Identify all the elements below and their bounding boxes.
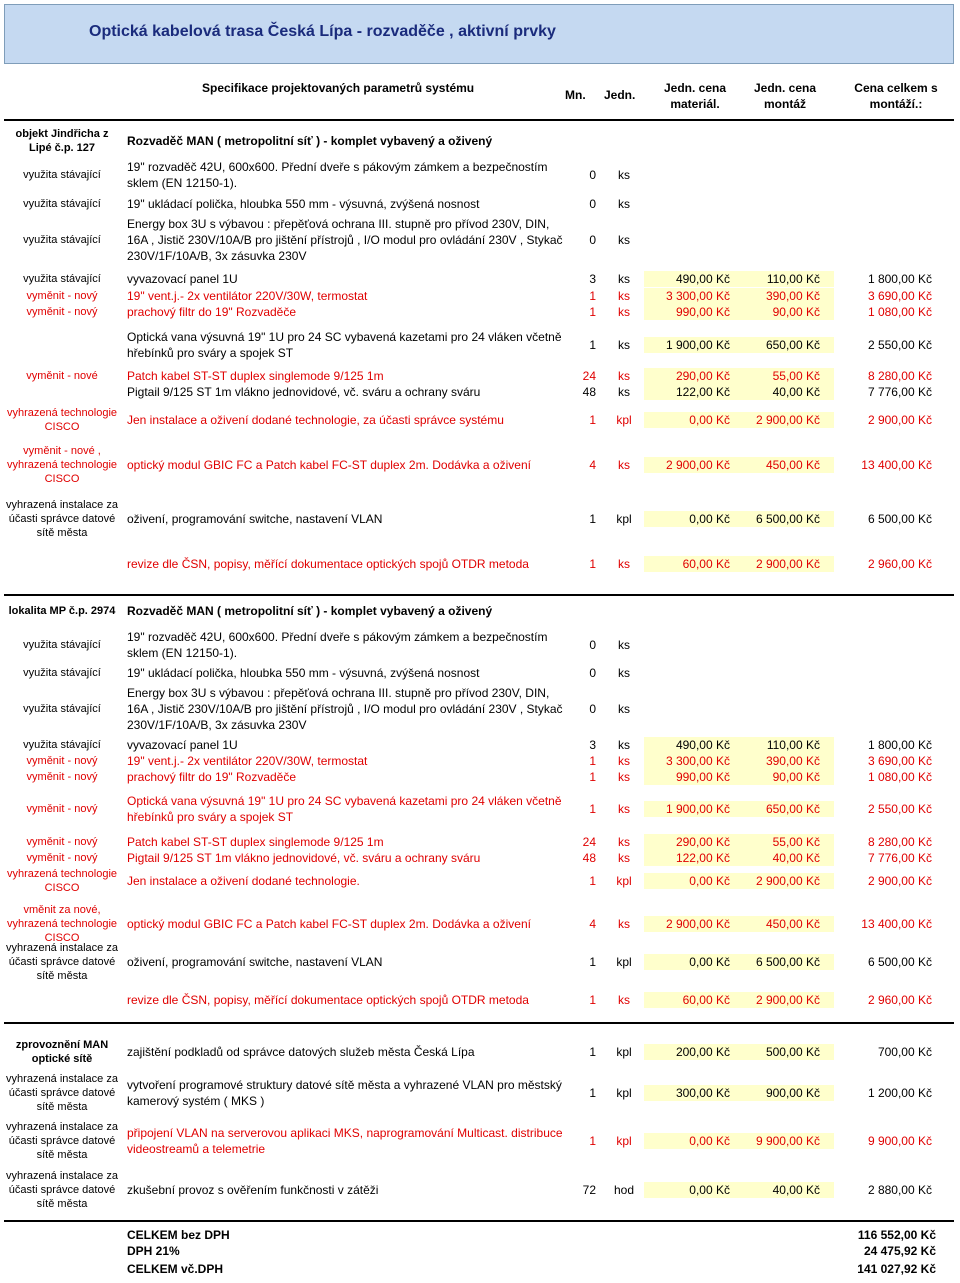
cell-mon: 900,00 Kč — [765, 1086, 820, 1100]
cell-qty: 0 — [589, 168, 596, 182]
cell-desc: vytvoření programové struktury datové sítě města a vyhrazené VLAN pro městský kamerový systém ( MKS ) — [127, 1078, 562, 1108]
cell-desc: oživení, programování switche, nastavení VLAN — [127, 955, 383, 969]
cell-tot: 8 280,00 Kč — [867, 835, 932, 849]
cell-label: vyhrazená instalace za účasti správce datové sítě města — [6, 499, 118, 539]
cell-tot: 7 776,00 Kč — [867, 851, 932, 865]
cell-qty: 1 — [589, 289, 596, 303]
cell-qty: 1 — [589, 754, 596, 768]
cell-desc: oživení, programování switche, nastavení VLAN — [127, 512, 383, 526]
header-price-material-line1: Jedn. cena — [663, 81, 727, 95]
cell-mat: 0,00 Kč — [689, 955, 730, 969]
cell-unit: ks — [618, 168, 630, 182]
cell-tot: 3 690,00 Kč — [867, 754, 932, 768]
cell-tot: 700,00 Kč — [877, 1045, 932, 1059]
header-price-material-line2: materiál. — [670, 97, 720, 111]
cell-qty: 1 — [589, 512, 596, 526]
cell-desc: vyvazovací panel 1U — [127, 272, 238, 286]
total-label: DPH 21% — [127, 1244, 180, 1258]
cell-label: vyhrazená instalace za účasti správce datové sítě města — [6, 1170, 118, 1210]
cell-label: vyměnit - nový — [26, 306, 98, 318]
cell-mon: 390,00 Kč — [765, 754, 820, 768]
cell-qty: 1 — [589, 1134, 596, 1148]
cell-desc: 19" ukládací polička, hloubka 550 mm - výsuvná, zvýšená nosnost — [127, 666, 480, 680]
cell-tot: 7 776,00 Kč — [867, 385, 932, 399]
cell-mon: 40,00 Kč — [772, 385, 820, 399]
cell-tot: 8 280,00 Kč — [867, 369, 932, 383]
cell-mon: 650,00 Kč — [765, 338, 820, 352]
cell-mat: 990,00 Kč — [675, 305, 730, 319]
section-divider-3 — [4, 1220, 954, 1222]
cell-tot: 2 900,00 Kč — [867, 874, 932, 888]
cell-qty: 1 — [589, 955, 596, 969]
cell-label: vyměnit - nový — [26, 803, 98, 815]
cell-tot: 2 960,00 Kč — [867, 557, 932, 571]
cell-label: vyměnit - nové , vyhrazená technologie CISCO — [6, 445, 118, 485]
cell-desc: revize dle ČSN, popisy, měřící dokumentace optických spojů OTDR metoda — [127, 993, 529, 1007]
cell-desc: 19" ukládací polička, hloubka 550 mm - výsuvná, zvýšená nosnost — [127, 197, 480, 211]
cell-mat: 490,00 Kč — [675, 738, 730, 752]
cell-mon: 2 900,00 Kč — [755, 993, 820, 1007]
cell-tot: 2 900,00 Kč — [867, 413, 932, 427]
cell-qty: 0 — [589, 197, 596, 211]
header-price-material — [650, 80, 740, 112]
cell-unit: ks — [618, 802, 630, 816]
cell-mat: 122,00 Kč — [675, 851, 730, 865]
header-divider — [4, 119, 954, 121]
cell-qty: 24 — [582, 369, 596, 383]
cell-qty: 48 — [582, 851, 596, 865]
header-total-line1: Cena celkem s — [854, 81, 938, 95]
title-bar — [4, 4, 954, 64]
cell-tot: 2 960,00 Kč — [867, 993, 932, 1007]
cell-label: využita stávající — [23, 667, 101, 679]
cell-qty: 72 — [582, 1183, 596, 1197]
cell-tot: 6 500,00 Kč — [867, 512, 932, 526]
cell-label: využita stávající — [23, 273, 101, 285]
cell-unit: ks — [618, 557, 630, 571]
header-price-install-line2: montáž — [764, 97, 806, 111]
cell-desc: Patch kabel ST-ST duplex singlemode 9/125 1m — [127, 369, 384, 383]
cell-tot: 13 400,00 Kč — [861, 458, 932, 472]
cell-label: lokalita MP č.p. 2974 — [8, 605, 116, 617]
cell-mat: 0,00 Kč — [689, 413, 730, 427]
cell-desc: Rozvaděč MAN ( metropolitní síť ) - komplet vybavený a oživený — [127, 134, 493, 148]
cell-desc: Pigtail 9/125 ST 1m vlákno jednovidové, vč. sváru a ochrany sváru — [127, 385, 481, 399]
cell-mon: 650,00 Kč — [765, 802, 820, 816]
cell-mon: 6 500,00 Kč — [755, 512, 820, 526]
total-value: 141 027,92 Kč — [857, 1262, 936, 1276]
cell-label: využita stávající — [23, 198, 101, 210]
cell-qty: 1 — [589, 1086, 596, 1100]
cell-unit: ks — [618, 638, 630, 652]
cell-qty: 24 — [582, 835, 596, 849]
cell-desc: Pigtail 9/125 ST 1m vlákno jednovidové, vč. sváru a ochrany sváru — [127, 851, 481, 865]
cell-desc: 19" vent.j.- 2x ventilátor 220V/30W, termostat — [127, 754, 368, 768]
header-spec: Specifikace projektovaných parametrů systému — [202, 81, 475, 95]
cell-tot: 1 800,00 Kč — [867, 272, 932, 286]
cell-label: vyhrazená technologie CISCO — [6, 868, 118, 894]
cell-qty: 1 — [589, 993, 596, 1007]
cell-mat: 290,00 Kč — [675, 369, 730, 383]
cell-mat: 3 300,00 Kč — [665, 754, 730, 768]
cell-label: vyhrazená instalace za účasti správce datové sítě města — [6, 1073, 118, 1113]
cell-mon: 110,00 Kč — [766, 272, 820, 286]
cell-label: vyměnit - nový — [26, 852, 98, 864]
cell-unit: ks — [618, 754, 630, 768]
cell-unit: kpl — [616, 413, 632, 427]
cell-qty: 1 — [589, 802, 596, 816]
cell-mon: 40,00 Kč — [772, 851, 820, 865]
cell-unit: ks — [618, 993, 630, 1007]
cell-desc: Jen instalace a oživení dodané technologie. — [127, 874, 360, 888]
cell-mon: 55,00 Kč — [772, 369, 820, 383]
cell-mat: 0,00 Kč — [689, 1183, 730, 1197]
header-price-install-line1: Jedn. cena — [753, 81, 817, 95]
cell-unit: ks — [618, 197, 630, 211]
cell-mat: 290,00 Kč — [675, 835, 730, 849]
cell-mon: 110,00 Kč — [766, 738, 820, 752]
cell-tot: 6 500,00 Kč — [867, 955, 932, 969]
cell-desc: prachový filtr do 19" Rozvaděče — [127, 305, 297, 319]
cell-unit: kpl — [616, 874, 632, 888]
cell-label: objekt Jindřicha z Lipé č.p. 127 — [15, 128, 109, 154]
cell-qty: 1 — [589, 413, 596, 427]
cell-label: vyměnit - nový — [26, 290, 98, 302]
cell-label: vyměnit - nové — [26, 370, 98, 382]
cell-mat: 2 900,00 Kč — [665, 458, 730, 472]
cell-unit: ks — [618, 233, 630, 247]
cell-desc: Optická vana výsuvná 19" 1U pro 24 SC vybavená kazetami pro 24 vláken včetně hřebínků pro sváry a spojek ST — [127, 794, 562, 824]
cell-qty: 1 — [589, 770, 596, 784]
cell-mat: 122,00 Kč — [675, 385, 730, 399]
cell-mon: 500,00 Kč — [765, 1045, 820, 1059]
cell-unit: ks — [618, 738, 630, 752]
cell-mat: 200,00 Kč — [675, 1045, 730, 1059]
cell-unit: ks — [618, 272, 630, 286]
cell-mat: 60,00 Kč — [682, 993, 730, 1007]
cell-qty: 4 — [589, 458, 596, 472]
total-value: 116 552,00 Kč — [857, 1228, 936, 1242]
cell-mat: 1 900,00 Kč — [665, 802, 730, 816]
cell-unit: ks — [618, 289, 630, 303]
cell-mon: 6 500,00 Kč — [755, 955, 820, 969]
cell-tot: 1 800,00 Kč — [867, 738, 932, 752]
cell-unit: ks — [618, 666, 630, 680]
cell-mat: 0,00 Kč — [689, 874, 730, 888]
cell-mon: 55,00 Kč — [772, 835, 820, 849]
cell-desc: Energy box 3U s výbavou : přepěťová ochrana III. stupně pro přívod 230V, DIN, 16A , Jistič 230V/10A/B pro jištění přístrojů , I/O modul pro ovládání 230V , Stykač 230V/1F/10A/B, 3x zásuvka 230V — [127, 217, 563, 263]
cell-mon: 2 900,00 Kč — [755, 874, 820, 888]
cell-mat: 990,00 Kč — [675, 770, 730, 784]
cell-qty: 1 — [589, 557, 596, 571]
cell-qty: 3 — [589, 272, 596, 286]
cell-label: vyhrazená instalace za účasti správce datové sítě města — [6, 1121, 118, 1161]
page-title: Optická kabelová trasa Česká Lípa - rozvaděče , aktivní prvky — [89, 23, 556, 40]
section-divider-2 — [4, 1022, 954, 1024]
cell-desc: optický modul GBIC FC a Patch kabel FC-ST duplex 2m. Dodávka a oživení — [127, 917, 531, 931]
cell-label: využita stávající — [23, 703, 101, 715]
cell-desc: vyvazovací panel 1U — [127, 738, 238, 752]
cell-desc: 19" rozvaděč 42U, 600x600. Přední dveře s pákovým zámkem a bezpečnostím sklem (EN 12150-1). — [127, 630, 548, 660]
cell-mat: 300,00 Kč — [675, 1086, 730, 1100]
cell-desc: Optická vana výsuvná 19" 1U pro 24 SC vybavená kazetami pro 24 vláken včetně hřebínků pro sváry a spojek ST — [127, 330, 562, 360]
cell-label: využita stávající — [23, 234, 101, 246]
cell-qty: 0 — [589, 702, 596, 716]
cell-tot: 2 550,00 Kč — [867, 338, 932, 352]
cell-tot: 3 690,00 Kč — [867, 289, 932, 303]
cell-mat: 2 900,00 Kč — [665, 917, 730, 931]
cell-desc: připojení VLAN na serverovou aplikaci MKS, naprogramování Multicast. distribuce videostreamů a telemetrie — [127, 1126, 563, 1156]
cell-mon: 390,00 Kč — [765, 289, 820, 303]
cell-mon: 2 900,00 Kč — [755, 413, 820, 427]
cell-desc: optický modul GBIC FC a Patch kabel FC-ST duplex 2m. Dodávka a oživení — [127, 458, 531, 472]
cell-tot: 2 880,00 Kč — [867, 1183, 932, 1197]
cell-unit: ks — [618, 770, 630, 784]
cell-unit: ks — [618, 369, 630, 383]
cell-unit: kpl — [616, 955, 632, 969]
cell-qty: 48 — [582, 385, 596, 399]
cell-qty: 1 — [589, 874, 596, 888]
cell-unit: ks — [618, 917, 630, 931]
cell-unit: kpl — [616, 1045, 632, 1059]
cell-qty: 0 — [589, 233, 596, 247]
cell-mon: 90,00 Kč — [772, 770, 820, 784]
cell-label: zprovoznění MAN optické sítě — [15, 1039, 109, 1065]
cell-tot: 1 200,00 Kč — [867, 1086, 932, 1100]
cell-label: vyměnit - nový — [26, 771, 98, 783]
cell-mat: 60,00 Kč — [682, 557, 730, 571]
cell-mon: 2 900,00 Kč — [755, 557, 820, 571]
cell-tot: 13 400,00 Kč — [861, 917, 932, 931]
cell-unit: ks — [618, 385, 630, 399]
header-jedn: Jedn. — [604, 88, 636, 102]
cell-desc: zajištění podkladů od správce datových služeb města Česká Lípa — [127, 1045, 475, 1059]
cell-unit: ks — [618, 835, 630, 849]
cell-mat: 1 900,00 Kč — [665, 338, 730, 352]
cell-label: využita stávající — [23, 639, 101, 651]
cell-label: využita stávající — [23, 739, 101, 751]
cell-qty: 0 — [589, 666, 596, 680]
header-mn: Mn. — [565, 88, 586, 102]
cell-desc: Rozvaděč MAN ( metropolitní síť ) - komplet vybavený a oživený — [127, 604, 493, 618]
total-label: CELKEM vč.DPH — [127, 1262, 224, 1276]
cell-mat: 0,00 Kč — [689, 1134, 730, 1148]
cell-label: vyhrazená instalace za účasti správce datové sítě města — [6, 942, 118, 982]
cell-desc: Energy box 3U s výbavou : přepěťová ochrana III. stupně pro přívod 230V, DIN, 16A , Jistič 230V/10A/B pro jištění přístrojů , I/O modul pro ovládání 230V , Stykač 230V/1F/10A/B, 3x zásuvka 230V — [127, 686, 563, 732]
cell-mon: 450,00 Kč — [765, 917, 820, 931]
cell-desc: Patch kabel ST-ST duplex singlemode 9/125 1m — [127, 835, 384, 849]
cell-mon: 9 900,00 Kč — [755, 1134, 820, 1148]
cell-unit: ks — [618, 702, 630, 716]
cell-mat: 0,00 Kč — [689, 512, 730, 526]
cell-label: vyměnit - nový — [26, 836, 98, 848]
cell-unit: ks — [618, 851, 630, 865]
header-price-install — [740, 80, 830, 112]
section-divider-1 — [4, 594, 954, 596]
cell-desc: revize dle ČSN, popisy, měřící dokumentace optických spojů OTDR metoda — [127, 557, 529, 571]
cell-mat: 490,00 Kč — [675, 272, 730, 286]
cell-label: vměnit za nové, vyhrazená technologie CISCO — [6, 904, 118, 944]
cell-qty: 1 — [589, 1045, 596, 1059]
cell-mon: 450,00 Kč — [765, 458, 820, 472]
cell-qty: 3 — [589, 738, 596, 752]
cell-unit: kpl — [616, 1134, 632, 1148]
cell-desc: 19" vent.j.- 2x ventilátor 220V/30W, termostat — [127, 289, 368, 303]
cell-unit: ks — [618, 458, 630, 472]
cell-unit: ks — [618, 338, 630, 352]
cell-tot: 9 900,00 Kč — [867, 1134, 932, 1148]
cell-label: využita stávající — [23, 169, 101, 181]
cell-label: vyměnit - nový — [26, 755, 98, 767]
cell-desc: 19" rozvaděč 42U, 600x600. Přední dveře s pákovým zámkem a bezpečnostím sklem (EN 12150-1). — [127, 160, 548, 190]
cell-unit: hod — [613, 1183, 635, 1197]
total-value: 24 475,92 Kč — [863, 1244, 936, 1258]
header-total — [840, 80, 952, 112]
cell-mat: 3 300,00 Kč — [665, 289, 730, 303]
cell-desc: prachový filtr do 19" Rozvaděče — [127, 770, 297, 784]
header-total-line2: montáží.: — [869, 97, 923, 111]
cell-label: vyhrazená technologie CISCO — [6, 407, 118, 433]
cell-tot: 2 550,00 Kč — [867, 802, 932, 816]
cell-mon: 40,00 Kč — [772, 1183, 820, 1197]
cell-qty: 1 — [589, 305, 596, 319]
cell-qty: 4 — [589, 917, 596, 931]
cell-desc: zkušební provoz s ověřením funkčnosti v zátěži — [127, 1183, 379, 1197]
cell-qty: 1 — [589, 338, 596, 352]
cell-mon: 90,00 Kč — [772, 305, 820, 319]
cell-qty: 0 — [589, 638, 596, 652]
cell-tot: 1 080,00 Kč — [867, 770, 932, 784]
cell-tot: 1 080,00 Kč — [867, 305, 932, 319]
cell-desc: Jen instalace a oživení dodané technologie, za účasti správce systému — [127, 413, 504, 427]
total-label: CELKEM bez DPH — [127, 1228, 230, 1242]
cell-unit: ks — [618, 305, 630, 319]
cell-unit: kpl — [616, 512, 632, 526]
cell-unit: kpl — [616, 1086, 632, 1100]
